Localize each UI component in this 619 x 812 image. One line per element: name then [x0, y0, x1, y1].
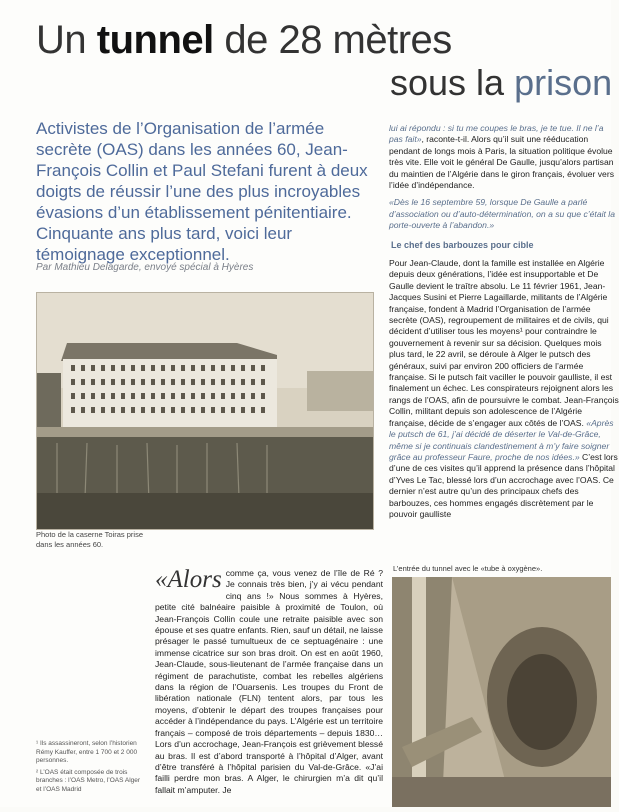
headline-line-1 — [36, 18, 452, 63]
headline-word: de 28 mètres — [213, 18, 452, 62]
article-byline: Par Mathieu Delagarde, envoyé spécial à Hyères — [36, 262, 254, 273]
body-text: comme ça, vous venez de l’île de Ré ? Je connais très bien, j’y ai vécu pendant cinq ans !» Nous sommes à Hyères, petite cité balnéaire paisible à proximité de Toulon, où Jean-François Collin coule une retraite paisible avec son épouse et ses quatre enfants. Rien, sauf un détail, ne laisse présager le passé tumultueux de ce septuagénaire : une immense cicatrice sur son bras droit. On est en août 1960, Jean-Claude, sous-lieutenant de l’armée française dans un régiment de parachutiste, combat les rebelles algériens dans la région de l’Ouarsenis. Les troupes du Front de libération nationale (FLN) tentent alors, par tous les moyens, d’obtenir le départ des troupes françaises pour accéder à l’indépendance du pays. L’Algérie est un territoire français – composé de trois départements – depuis 1830… Lors d’un accrochage, Jean-François est grièvement blessé au bras. Il est d’abord transporté à l’hôpital d’Alger, avant d’être transféré à l’hôpital parisien du Val-de-Grâce. «J’ai failli perdre mon bras. A Alger, le chirurgien m’a dit qu’il fallait m’amputer. Je — [155, 568, 383, 795]
tunnel-photo — [392, 577, 611, 807]
quote-text: «Dès le 16 septembre 59, lorsque De Gaulle a parlé d’association ou d’auto-détermination, on a su que c’était la porte-ouverte à l’abandon.» — [389, 197, 615, 231]
barracks-illustration — [37, 293, 373, 529]
tunnel-photo-caption: L’entrée du tunnel avec le «tube à oxygène». — [393, 564, 543, 573]
body-text: C’est lors d’une de ces visites qu’il apprend la présence dans l’hôpital d’Yves Le Tac, blessé lors d’un accrochage avec l’OAS. Ce dernier n’est autre qu’un des principaux chefs des barbouzes, ces hommes engagés discrètement par le pouvoir gaulliste — [389, 451, 618, 519]
photo-caption: Photo de la caserne Toiras prise dans les années 60. — [36, 530, 144, 549]
headline-bold-word: tunnel — [96, 18, 214, 62]
quote-text: «Après le putsch de 61, j’ai décidé de déserter le Val-de-Grâce, même si je continuais clandestinement à m’y faire soigner grâce au professeur Faure, proche de nos idées.» — [389, 417, 614, 462]
article-body-column-2 — [155, 568, 383, 802]
paragraph — [389, 258, 619, 520]
barracks-photo — [36, 292, 374, 530]
body-text: , raconte-t-il. Alors qu’il suit une rééducation pendant de longs mois à Paris, la situation politique évolue très vite. Elle voit le général De Gaulle, jusqu’alors partisan du maintien de l’Algérie dans le giron français, évoluer vers l’idée d’indépendance. — [389, 134, 614, 191]
footnotes — [36, 740, 146, 797]
footnote-1: ¹ Ils assassineront, selon l’historien Rémy Kauffer, entre 1 700 et 2 000 personnes. — [36, 740, 138, 764]
headline-line-2 — [390, 62, 612, 104]
article-lede: Activistes de l’Organisation de l’armée secrète (OAS) dans les années 60, Jean-François Collin et Paul Stefani furent à deux doigts de réussir l’une des plus incroyables évasions d’un établissement pénitentiaire. Cinquante ans plus tard, voici leur témoignage exceptionnel. — [36, 119, 368, 264]
section-subhead: Le chef des barbouzes pour cible — [391, 240, 534, 250]
paragraph — [389, 123, 619, 191]
tunnel-illustration — [392, 577, 611, 807]
article-body-column-3-top — [389, 123, 619, 238]
quote-text: lui ai répondu : si tu me coupes le bras, je te tue. Il ne l’a pas fait» — [389, 123, 604, 145]
headline-word: sous la — [390, 62, 515, 103]
article-body-column-3-bottom — [389, 258, 619, 540]
drop-cap-quote: «Alors — [155, 566, 222, 593]
footnote-2: ² L’OAS était composée de trois branches : l’OAS Metro, l’OAS Alger et l’OAS Madrid — [36, 768, 141, 793]
headline-word: Un — [36, 18, 97, 62]
body-text: Pour Jean-Claude, dont la famille est installée en Algérie depuis deux générations, l’idée est insupportable et De Gaulle devient le traître absolu. Le 11 février 1961, Jean-Jacques Susini et Pierre Lagaillarde, militants de l’Algérie française, fondent à Madrid l’Organisation de l’armée secrète (OAS), regroupement de militaires et de civils, qui décident d’utiliser tous les moyens¹ pour contraindre le gouvernement à revenir sur sa décision. Quelques mois plus tard, le 22 avril, se déroule à Alger le putsch des généraux, suivi par environ 200 officiers de l’armée française. Si le putsch fait vaciller le pouvoir gaulliste, il est finalement un échec. Les conspirateurs rejoignent alors les rangs de l’OAS, afin de poursuivre le combat. Jean-François Collin, militant depuis son adolescence de l’Algérie française, décide de s’engager aux côtés de l’OAS. — [389, 258, 619, 428]
headline-highlight-word: prison — [514, 62, 613, 103]
